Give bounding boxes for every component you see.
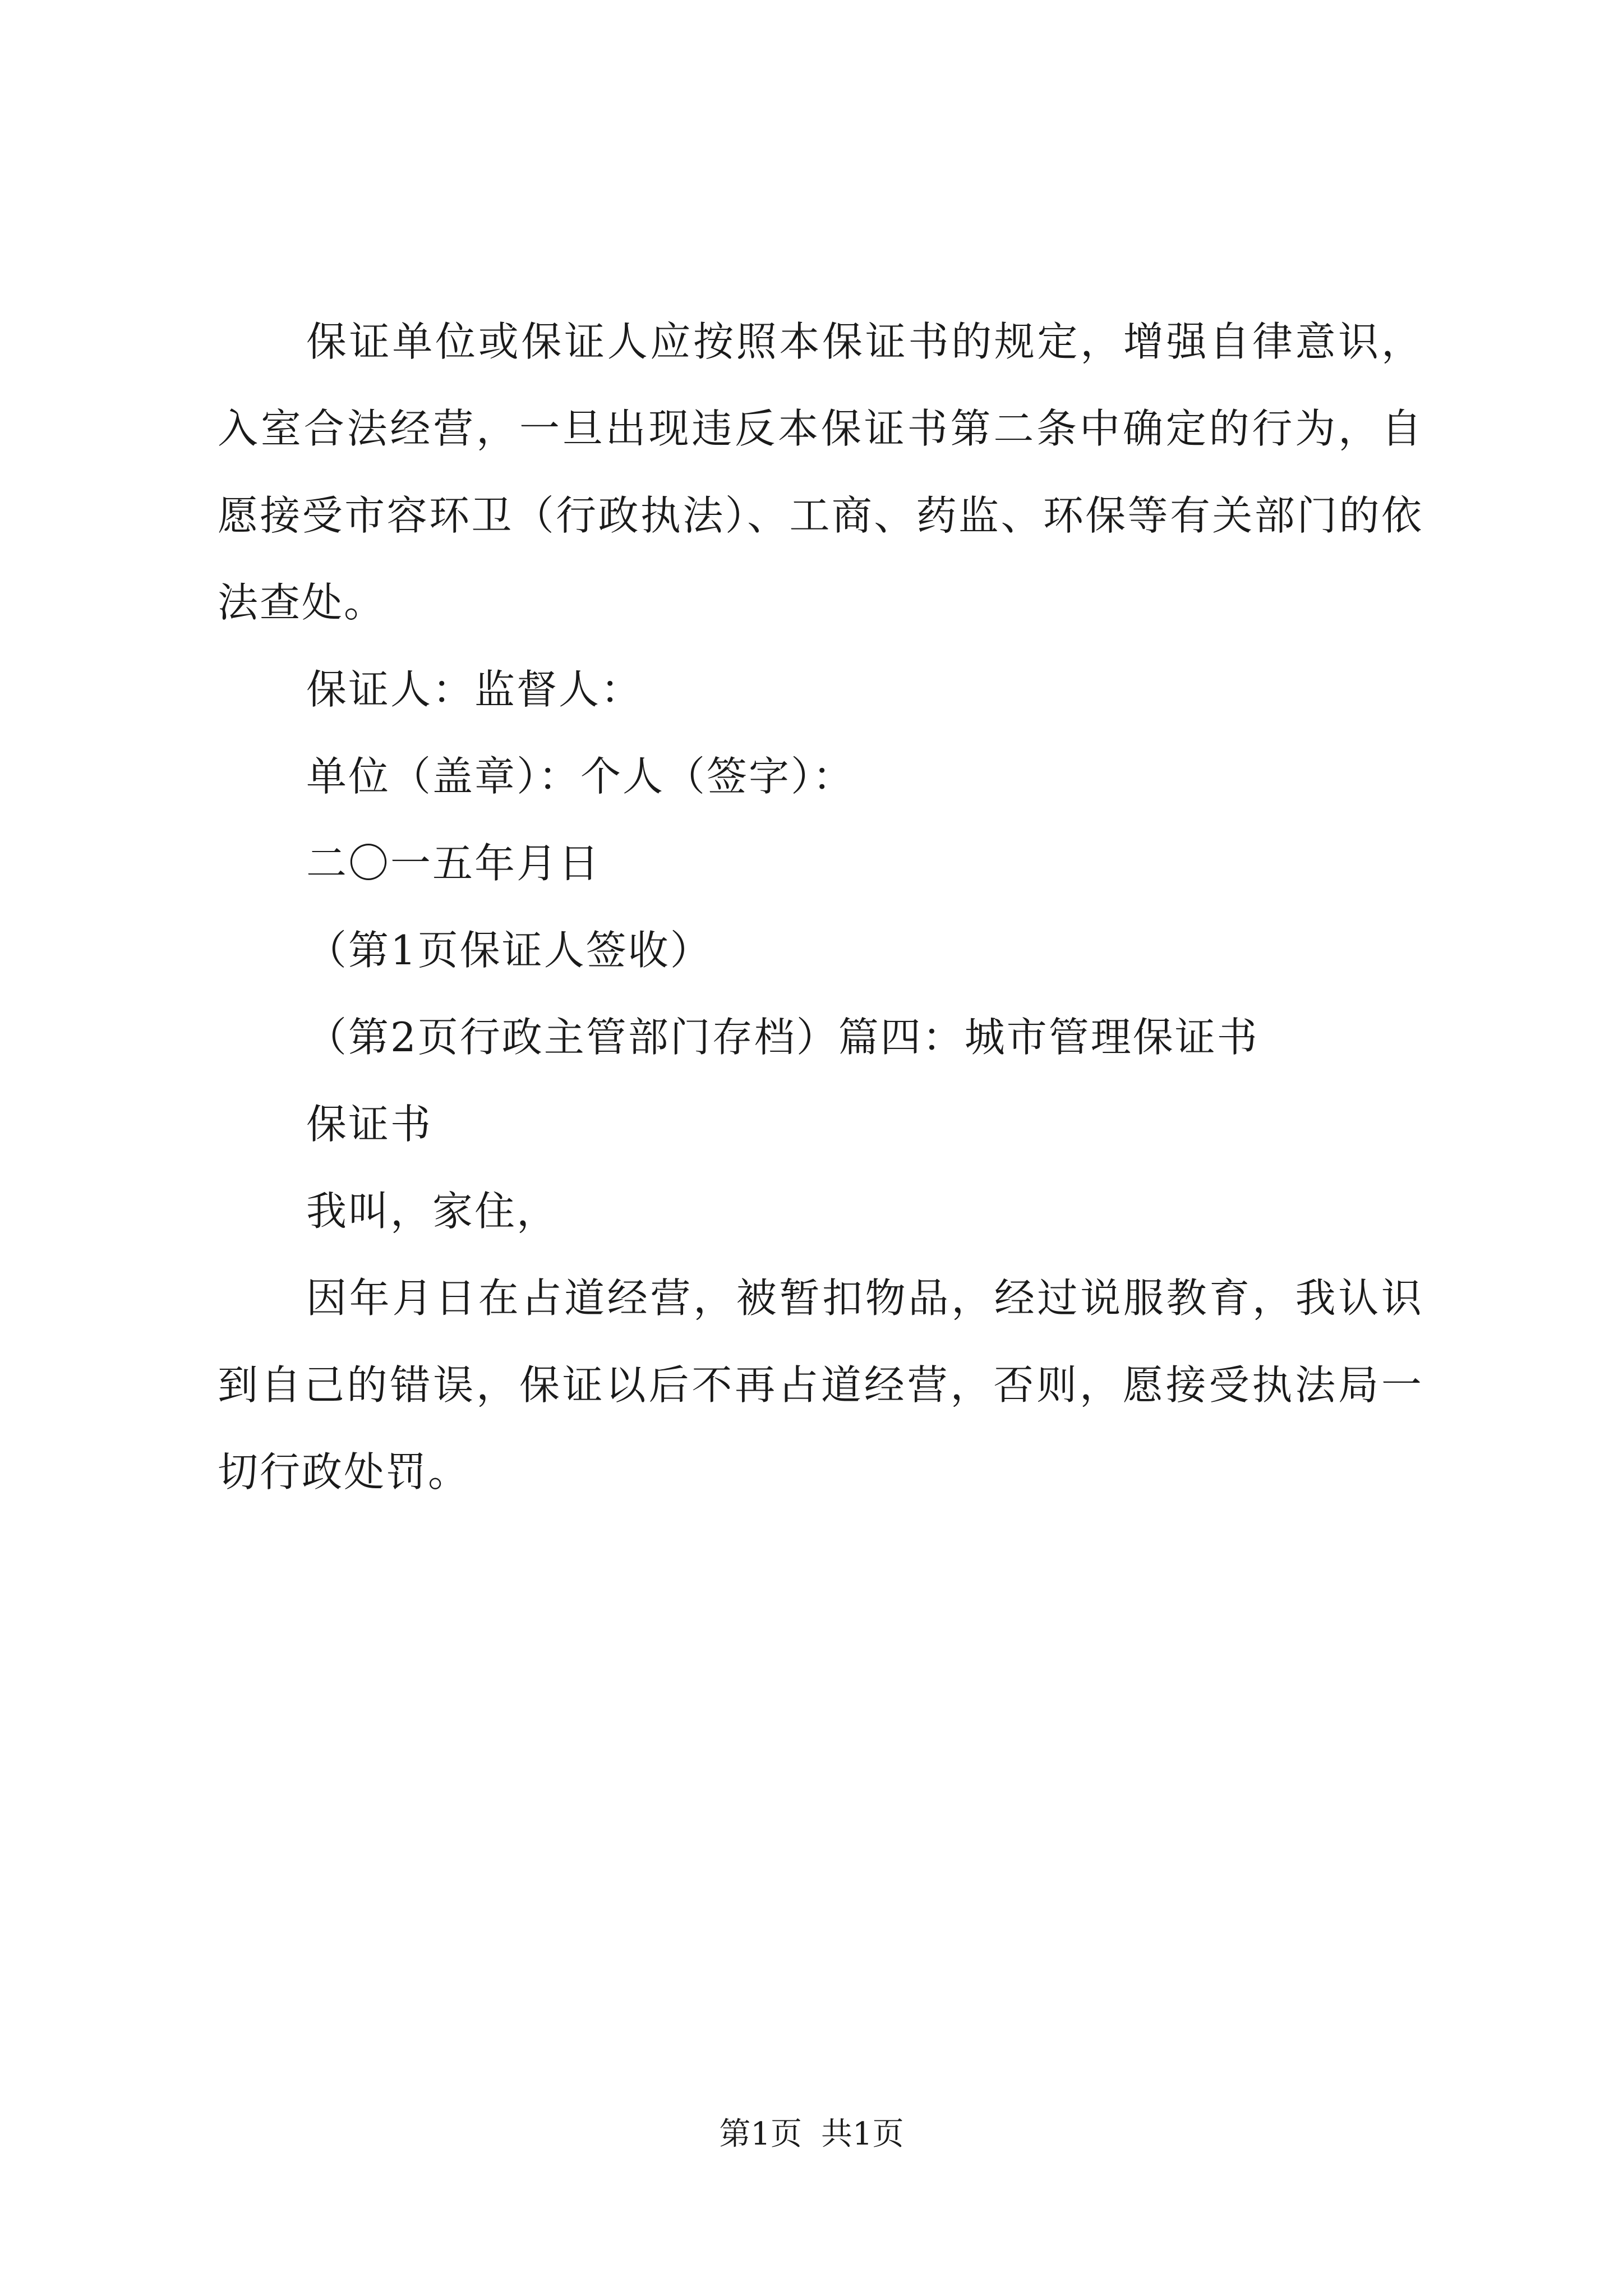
paragraph-guarantee-terms: 保证单位或保证人应按照本保证书的规定，增强自律意识，入室合法经营，一旦出现违反本保证书第二条中确定的行为，自愿接受市容环卫（行政执法）、工商、药监、环保等有关部门的依法查处。	[218, 318, 1423, 626]
paragraph-unit-signature: 单位（盖章）：个人（签字）：	[306, 753, 855, 800]
paragraph-page1-note: （第1页保证人签收）	[306, 927, 712, 974]
page-total: 共1页	[821, 2116, 904, 2152]
paragraph-page2-note: （第2页行政主管部门存档）篇四：城市管理保证书	[306, 1014, 1259, 1061]
paragraph-name-address: 我叫，家住，	[306, 1188, 559, 1235]
page-footer	[0, 2115, 1623, 2154]
paragraph-guarantor-supervisor: 保证人：监督人：	[306, 666, 643, 713]
paragraph-date: 二〇一五年月日	[306, 840, 601, 887]
page-number: 第1页	[719, 2116, 802, 2152]
paragraph-statement: 因年月日在占道经营，被暂扣物品，经过说服教育，我认识到自己的错误，保证以后不再占道经营，否则，愿接受执法局一切行政处罚。	[218, 1274, 1423, 1496]
document-body	[218, 298, 1423, 1516]
paragraph-title-guarantee: 保证书	[306, 1101, 433, 1148]
